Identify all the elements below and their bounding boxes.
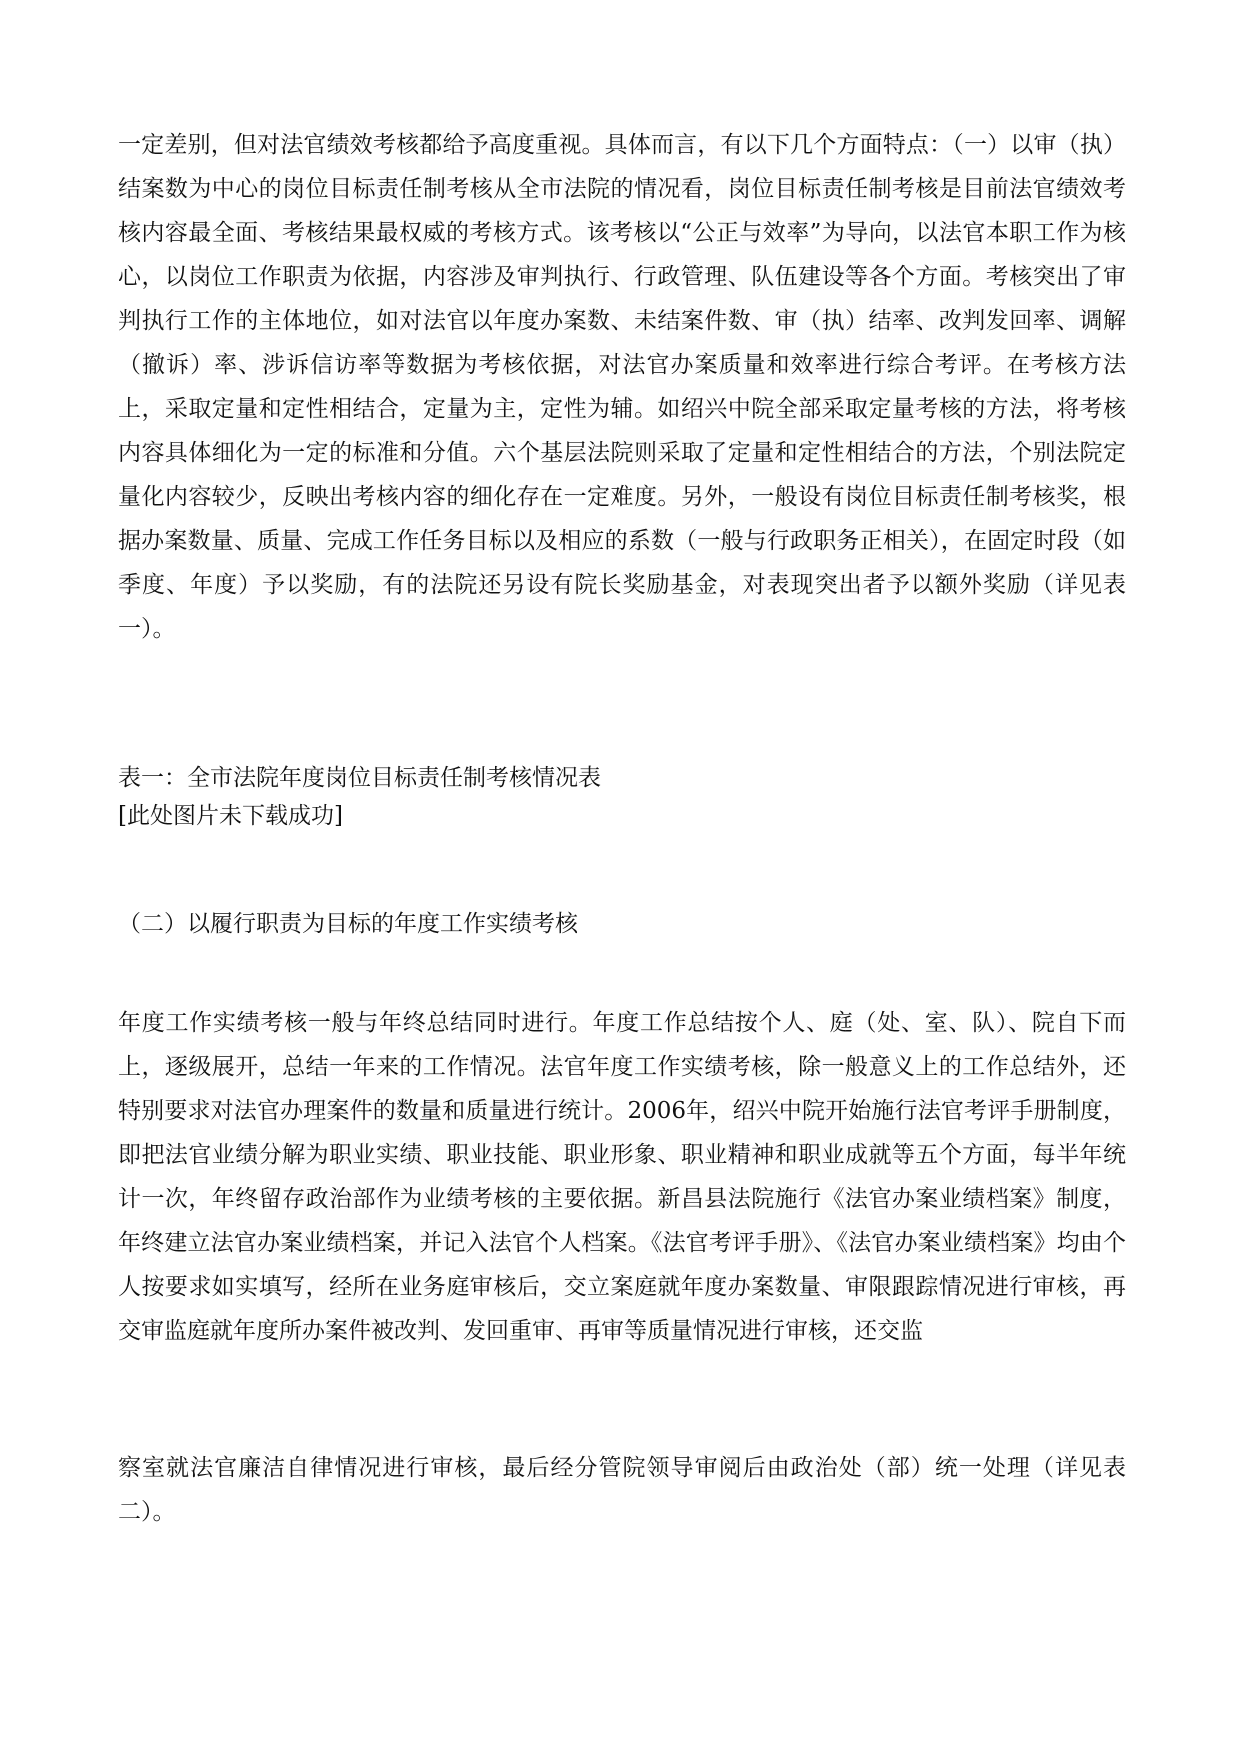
section-heading: （二）以履行职责为目标的年度工作实绩考核 <box>118 911 578 937</box>
body-paragraph-1: 一定差别，但对法官绩效考核都给予高度重视。具体而言，有以下几个方面特点：（一）以审（执）结案数为中心的岗位目标责任制考核从全市法院的情况看，岗位目标责任制考核是目前法官绩效考核内容最全面、考核结果最权威的考核方式。该考核以“公正与效率”为导向，以法官本职工作为核心，以岗位工作职责为依据，内容涉及审判执行、行政管理、队伍建设等各个方面。考核突出了审判执行工作的主体地位，如对法官以年度办案数、未结案件数、审（执）结率、改判发回率、调解（撤诉）率、涉诉信访率等数据为考核依据，对法官办案质量和效率进行综合考评。在考核方法上，采取定量和定性相结合，定量为主，定性为辅。如绍兴中院全部采取定量考核的方法，将考核内容具体细化为一定的标准和分值。六个基层法院则采取了定量和定性相结合的方法，个别法院定量化内容较少，反映出考核内容的细化存在一定难度。另外，一般设有岗位目标责任制考核奖，根据办案数量、质量、完成工作任务目标以及相应的系数（一般与行政职务正相关），在固定时段（如季度、年度）予以奖励，有的法院还另设有院长奖励基金，对表现突出者予以额外奖励（详见表一）。 <box>118 132 1126 642</box>
body-paragraph-3: 察室就法官廉洁自律情况进行审核，最后经分管院领导审阅后由政治处（部）统一处理（详见表二）。 <box>118 1455 1126 1525</box>
table-caption: 表一：全市法院年度岗位目标责任制考核情况表 <box>118 765 601 791</box>
image-placeholder-text: [此处图片未下载成功] <box>118 803 343 829</box>
body-paragraph-2: 年度工作实绩考核一般与年终总结同时进行。年度工作总结按个人、庭（处、室、队）、院自下而上，逐级展开，总结一年来的工作情况。法官年度工作实绩考核，除一般意义上的工作总结外，还特别要求对法官办理案件的数量和质量进行统计。2006年，绍兴中院开始施行法官考评手册制度，即把法官业绩分解为职业实绩、职业技能、职业形象、职业精神和职业成就等五个方面，每半年统计一次，年终留存政治部作为业绩考核的主要依据。新昌县法院施行《法官办案业绩档案》制度，年终建立法官办案业绩档案，并记入法官个人档案。《法官考评手册》、《法官办案业绩档案》均由个人按要求如实填写，经所在业务庭审核后，交立案庭就年度办案数量、审限跟踪情况进行审核，再交审监庭就年度所办案件被改判、发回重审、再审等质量情况进行审核，还交监 <box>118 1010 1126 1344</box>
